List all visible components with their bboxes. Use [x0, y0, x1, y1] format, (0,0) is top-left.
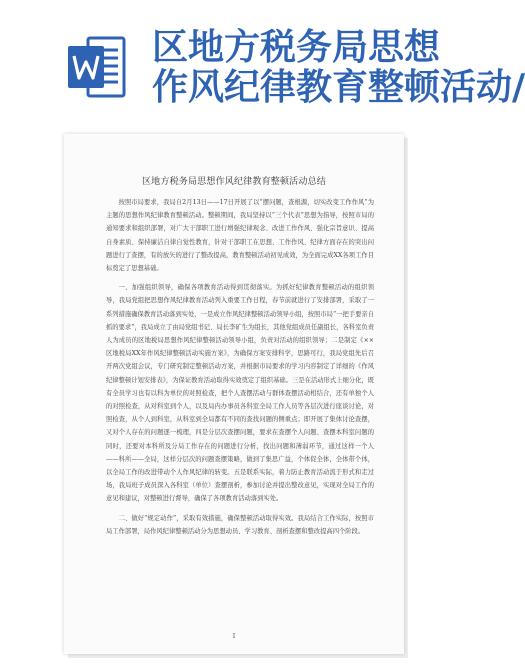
page-heading: 区地方税务局思想作风纪律教育整顿活动总结 [141, 177, 326, 187]
document-title-line1: 区地方税务局思想 [152, 27, 441, 68]
document-page [64, 134, 404, 654]
word-document-icon [66, 34, 128, 100]
page-number: 1 [232, 633, 236, 640]
document-title-line2: 作风纪律教育整顿活动/ [152, 67, 525, 108]
paragraph: 一、加强组织领导，确保各项教育活动得到贯彻落实。为抓好纪律教育整顿活动的组织领导，我局党组把思想作风纪律教育活动列入重要工作日程，春节前就进行了安排部署，采取了一系列措施确保教育活动落到实处，一是成立作风纪律整顿活动领导小组，按照市局“一把手要亲自抓的要求”，我局成立了由局党组书记、局长李矿生为组长，其他党组成员任副组长，各科室负责人为成员的区地税局思想作风纪律整顿活动领导小组，负责对活动的组织领导；二是制定《××区地税局XX年作风纪律整顿活动实施方案》，为确保方案安排科学，思路可行，我局党组先后召开两次党组会议，专门研究制定整顿活动方案，并根据市局要求的学习内容制定了详细的《作风纪律整顿计划安排表》，为保证教育活动取得实效奠定了组织基础。三是在活动形式上细分化，既有全员学习也有以科为单位的对照检查，把个人查摆活动与群体查摆活动相结合，还有单独个人的对照检查，从对科室到个人，以及局内办事员各科室全局工作人员等各层次进行座谈讨论，对照检查，从个人到科室，从科室到全局都有不同的查找问题的侧重点；即开展了集体讨论查摆，又对个人存在的问题逐一梳理，四是分层次查摆问题，要求在查摆个人问题、查摆本科室问题的同时，还要对本科所及分局工作存在的问题进行分析，找出问题和薄弱环节，通过这样一个人——科所——全局，这样分层次的问题查摆策略，做到了集思广益，个体促全体，全体带个体，以全局工作的改进带动个人作风纪律的转变。五是联系实际，着力防止教育活动流于形式和走过场，我局班子成员深入各科室（单位）查摆剖析，参加讨论并提出整改意见，实现对全局工作的意见和建议，对整顿进行督导，确保了各项教育活动落到实处。 [106, 284, 374, 503]
paragraph: 按照市局要求，我局自2月13日——17日开展了以“摆问题，查根源，切实改变工作作风”为主题的思想作风纪律教育整顿活动。整顿期间，我局坚持以“三个代表”思想为指导，按照市局的通知要求和组织部署，对广大干部职工进行增强纪律观念、改进工作作风、强化宗旨意识、提高自身素质、保持廉洁自律自觉性教育，针对干部职工在思想、工作作风、纪律方面存在的突出问题进行了查摆，有的放矢的进行了整改提高，教育整顿活动初见成效，为全面完成XX各项工作目标奠定了思想基础。 [106, 199, 374, 273]
document-title [152, 27, 525, 108]
header-banner [0, 0, 525, 135]
paragraph: 二、做好“规定动作”，采取有效措施，确保整顿活动取得实效。我局结合工作实际，按照市局工作部署，局作风纪律整顿活动分为思想动员、学习教育、剖析查摆和整改提高四个阶段。 [106, 514, 374, 535]
page-body [106, 196, 374, 538]
